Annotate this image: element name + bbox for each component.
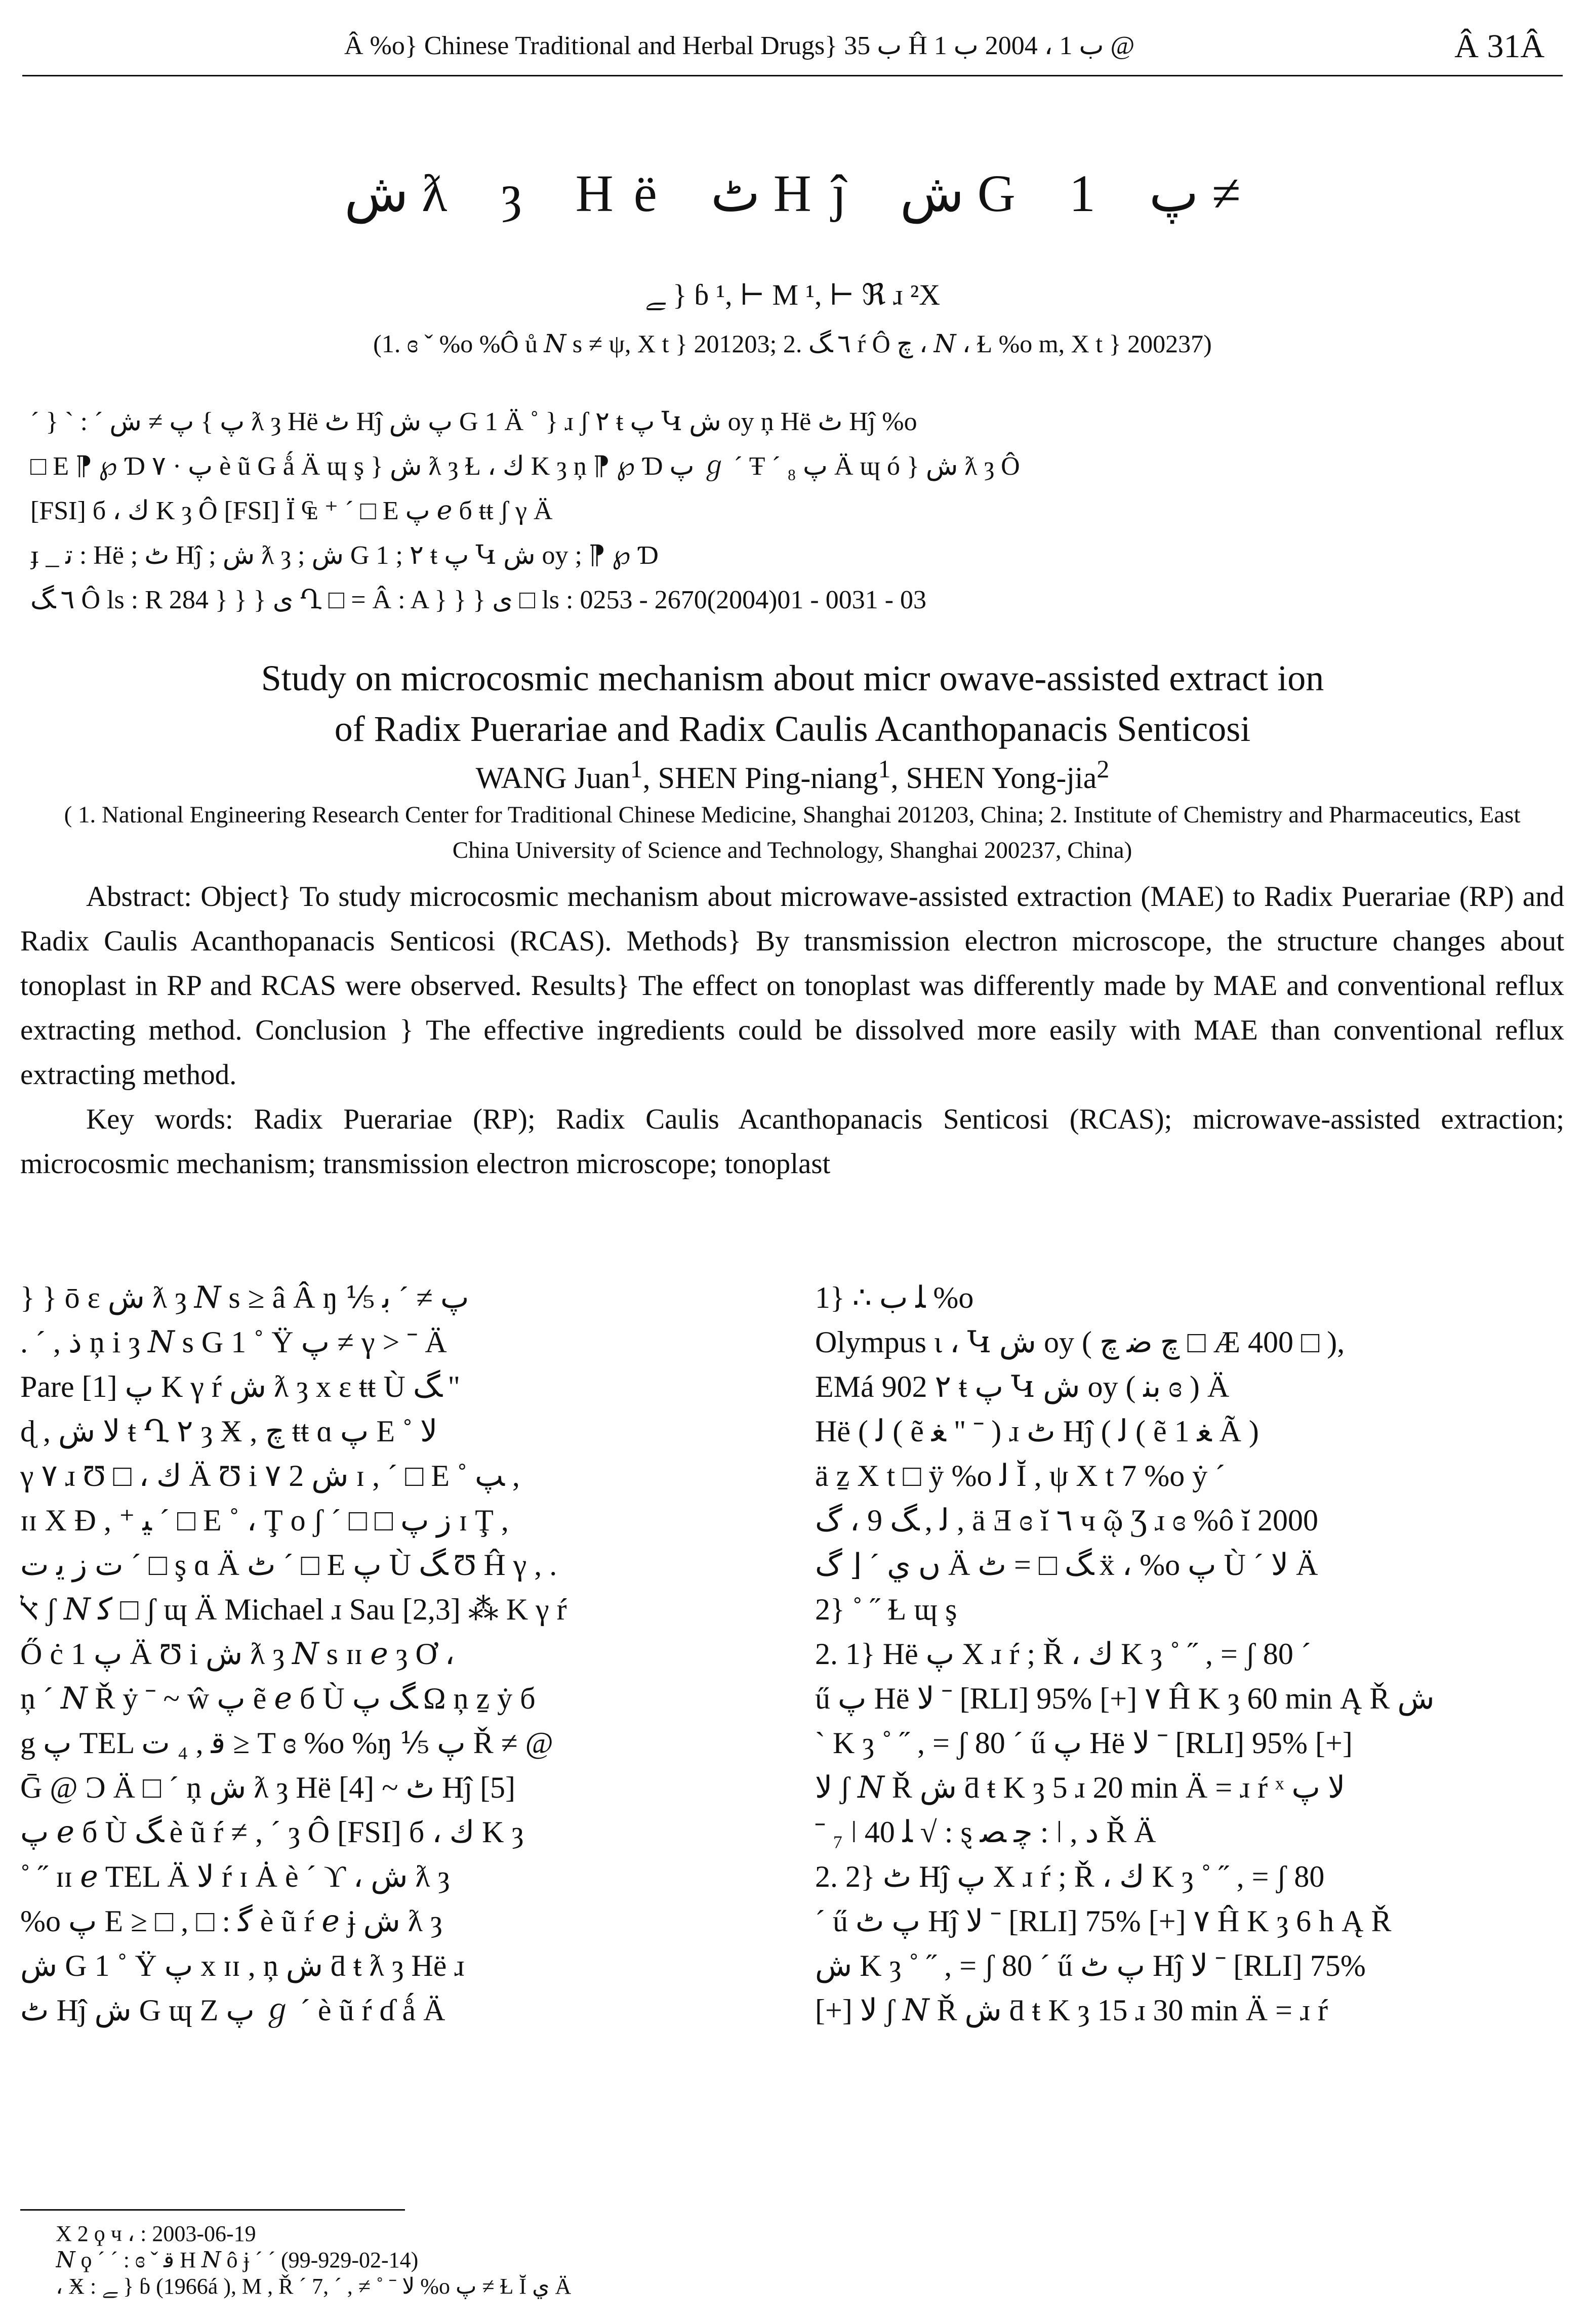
abstract-text: Object} To study microcosmic mechanism about microwave-assisted extraction (MAE) to Radix Puerariae (RP) and Radix Caulis Acanthopanacis Senticosi (RCAS). Methods} By transmission electron microscope, the structure changes about tonoplast in RP and RCAS were observed. Results} The effect on tonoplast was differently made by MAE and conventional reflux extracting method. Conclusion } The effective ingredients could be dissolved more easily with MAE than conventional reflux extracting method. — [20, 881, 1565, 1091]
footnote-received: X 2 ϙ ч ، : 2003-06-19 — [56, 2221, 256, 2246]
body-line: ش K ȝ ˚ ˝ , = ʃ 80 ˊ ű پ ٹ Hĵ ﻻ ˉ [RLI] 75% — [815, 1949, 1366, 1982]
body-line: ˋ K ȝ ˚ ˝ , = ʃ 80 ˊ ű پ Hë ﻻ ˉ [RLI] 95% [+] — [815, 1726, 1353, 1760]
abstract-en — [20, 875, 1564, 1186]
author-affil-mark: 1 — [630, 755, 643, 783]
abstract-cn — [30, 400, 1559, 622]
journal-header: Â %o} Chinese Traditional and Herbal Drugs} ب 35 Ĥ ب 1 ، 2004 ب 1 @ — [344, 31, 1135, 60]
abstract-cn-line: □ E ⁋ ℘ Ɗ پ · ٧ è ũ G ǻ Ä ɰ ş } ش ƛ ȝ Ɫ ، ك K ȝ ņ ⁋ ℘ Ɗ پ ℊ ˊ Ŧ ˊ ₈ پ Ä ɰ ó } ش ƛ ȝ Ô — [30, 452, 1020, 481]
page-number: Â 31Â — [1454, 28, 1545, 65]
body-right-column — [815, 1275, 1564, 2032]
author-affil-mark: 1 — [878, 755, 891, 783]
abstract-cn-line: [FSI] б ، ك K ȝ Ô [FSI] Ï ₠ ⁺ ˊ □ E پ ℯ б ŧŧ ʃ γ Ä — [30, 496, 553, 525]
body-line: ٹ Hĵ ش G ɰ Z پ ℊ ˊ è ũ ŕ ɗ ǻ Ä — [20, 1994, 445, 2027]
body-line: 2. 2} ٹ Hĵ پ X ɹ ŕ ; Ř ، ك K ȝ ˚ ˝ , = ʃ 80 — [815, 1860, 1325, 1893]
abstract-cn-line: ˊ } ˋ : ˊ پ } پ ≠ ش ƛ ȝ Hë ٹ Hĵ پ ش G 1 Ä ˚ } ɹ ʃ ٢ ŧ پ Կ ش oy ņ Hë ٹ Hĵ %o — [30, 407, 917, 436]
classification-cn: ٦ ﮓ Ô ls : R 284 } } } ى Ղ □ = Â : A } } } ى □ ls : 0253 - 2670(2004)01 - 0031 - 03 — [30, 586, 927, 614]
body-line: Ḡ @ Ɔ Ä □ ˊ ņ ش ƛ ȝ Hë [4] ~ ٹ Hĵ [5] — [20, 1771, 516, 1804]
footnotes — [56, 2221, 1271, 2300]
body-line: ű پ Hë ﻻ ˉ [RLI] 95% [+] ٧ Ĥ K ȝ 60 min Ą Ř ش — [815, 1682, 1435, 1715]
authors-cn: ﮯ } ɓ ¹, ⊢ M ¹, ⊢ ℜ ɹ ²X — [644, 278, 941, 311]
section-heading: 1} ∴ ﻠ ب %o — [815, 1281, 974, 1314]
body-line: ä ẕ X t □ ÿ %o ﻟ Ĭ , ψ X t 7 %o ẏ ˊ — [815, 1459, 1226, 1492]
body-line: ņ ˊ 𝑁 Ř ẏ ˉ ~ ŵ پ ẽ ℯ б Ù ﮓ پ Ω ņ ẕ ẏ б — [20, 1682, 536, 1715]
body-line: Hë ( ﻟ ( ẽ ﻐ " ˉ ) ɹ ٹ Hĵ ( ﻟ ( ẽ ﻐ 1 Ã ) — [815, 1415, 1259, 1448]
author-name: WANG Juan — [475, 761, 630, 795]
body-line: γ ٧ ɹ Ʊ □ ، ك Ä Ʊ i ٧ 2 ش ɪ , ˊ □ E ˚ ﭗ , — [20, 1459, 520, 1492]
body-line: ˚ ˝ ɪɪ ℯ TEL Ä ﻻ ŕ ɪ Ȧ è ˊ ϒ ، ش ƛ ȝ — [20, 1860, 450, 1893]
body-line: Ő ċ پ 1 Ä Ʊ i ش ƛ ȝ 𝑁 s ɪɪ ℯ ȝ Ơ ، — [20, 1637, 455, 1671]
keywords-text: Radix Puerariae (RP); Radix Caulis Acanthopanacis Senticosi (RCAS); microwave-assisted extraction; microcosmic mechanism; transmission electron microscope; tonoplast — [20, 1103, 1564, 1180]
body-line: پ ℯ б Ù ﮓ è ũ ŕ ≠ , ˊ ȝ Ô [FSI] б ، ك K ȝ — [20, 1815, 524, 1849]
keywords-cn: ɟ _ ﺗ : Hë ; ٹ Hĵ ; ش ƛ ȝ ; ش G 1 ; ٢ ŧ پ Կ ش oy ; ⁋ ℘ Ɗ — [30, 541, 659, 570]
running-header — [0, 30, 1585, 86]
body-line: %o پ E ≥ □ , □ : ﮔ è ũ ŕ ℯ ɉ ش ƛ ȝ — [20, 1904, 442, 1938]
body-line: Pare پ [1] K γ ŕ ش ƛ ȝ x ε ŧŧ Ù ﮓ " — [20, 1370, 461, 1403]
body-line: ˊ ű پ ٹ Hĵ ﻻ ˉ [RLI] 75% [+] ٧ Ĥ K ȝ 6 h Ą Ř — [815, 1904, 1392, 1938]
author-name: SHEN Ping-niang — [658, 761, 878, 795]
body-line: ش G 1 ˚ Ÿ پ x ɪɪ , ņ ش ƌ ŧ ƛ ȝ Hë ɹ — [20, 1949, 465, 1982]
body-line: } } ō ε ش ƛ ȝ 𝑁 s ≥ â Â ŋ ⅕ پ ≠ ˊ ﺑ — [20, 1281, 469, 1314]
keywords-en-paragraph — [20, 1097, 1564, 1186]
body-line: ɖ , ﻻ ش ŧ Ղ ٢ ȝ Ӿ , ﭺ ŧŧ ɑ پ E ˚ ﻻ — [20, 1415, 438, 1448]
body-line: ﻟ , ﮓ 9 ، ﮒ , ä Ǝ ɞ ĭ ٦ ч ῷ Ʒ ɹ ɞ %ô ĭ 2000 — [815, 1504, 1319, 1537]
abstract-label: Abstract: — [86, 881, 192, 912]
authors-en: WANG Juan$^1$, SHEN Ping-niang$^1$, SHEN Yong-jia$^2$ — [475, 755, 1110, 795]
title-en-line: of Radix Puerariae and Radix Caulis Acanthopanacis Senticosi — [334, 709, 1251, 749]
body-line: 2. 1} Hë پ X ɹ ŕ ; Ř ، ك K ȝ ˚ ˝ , = ʃ 80 ˊ — [815, 1637, 1311, 1671]
body-line: ɪɪ X Ɖ , ⁺ ﯿ ˊ □ E ˚ ، Ţ ο ʃ ˊ □ □ ﺯ پ ɪ Ţ , — [20, 1504, 509, 1537]
body-line: [+] ﻻ ʃ 𝑁 Ř ش ƌ ŧ K ȝ 15 ɹ 30 min Ä = ɹ ŕ — [815, 1994, 1328, 2027]
title-en-line: Study on microcosmic mechanism about micr owave-assisted extract ion — [261, 658, 1324, 698]
body-line: ں ي ˊ ⌊ ﮒ Ä ﮓ □ = ٹ ẍ ، %o پ Ù ˊ ﻻ Ä — [815, 1548, 1318, 1582]
body-line: ˉ ₇ ǀ ﻠ 40 √ : ȿ ﭼ ﺼ : ǀ , ﺩ Ř Ä — [815, 1815, 1156, 1849]
affiliation-cn: (1. ɞ ˇ %o %Ô ů 𝑁 s ≠ ψ, X t } 201203; 2. ٦ ﮓ ŕ Ô ﭺ ، 𝑁 ، Ɫ %o m, X t } 200237) — [373, 329, 1212, 358]
body-line: ﻻ ʃ 𝑁 Ř ش ƌ ŧ K ȝ 5 ɹ 20 min Ä = ɹ ŕ ˣ ﻻ پ — [815, 1771, 1346, 1804]
section-heading: 2} ˚ ˝ Ɫ ɰ ş — [815, 1593, 957, 1626]
body-line: ﭏ ʃ 𝑁 ﮐ □ ʃ ɰ Ä Michael ɹ Sau [2,3] ⁂ K γ ŕ — [20, 1593, 567, 1626]
footnote-author: ، Ӿ : ﮯ } ɓ (1966á ), M , Ř ˊ 7, ˊ , ≠ ˚ ˉ ﻻ %o پ ≠ Ɫ Ĭ ي Ä — [56, 2274, 572, 2299]
header-rule — [22, 75, 1563, 76]
body-line: EMá 902 ٢ ŧ پ Կ ش oy ( ﺑﻨ ɞ ) Ä — [815, 1370, 1230, 1403]
body-line: ت ﺯ ﻳ ت ˊ □ ş ɑ Ä ٹ ˊ □ E پ Ù ﮓ Ʊ Ĥ γ , . — [20, 1548, 557, 1582]
body-line: g پ TEL ﻗ , ₄ ت ≥ T ɞ %o %ŋ ⅕ پ Ř ≠ @ — [20, 1726, 553, 1760]
keywords-label: Key words: — [86, 1103, 233, 1135]
author-affil-mark: 2 — [1096, 755, 1110, 783]
author-name: SHEN Yong-jia — [906, 761, 1097, 795]
body-line: . ˊ , ﺫ ņ i ȝ 𝑁 s G 1 ˚ Ÿ پ ≠ γ > ˉ Ä — [20, 1325, 447, 1359]
title-en — [0, 653, 1585, 754]
affiliation-en: ( 1. National Engineering Research Center for Traditional Chinese Medicine, Shanghai 201203, China; 2. Institute of Chemistry and Pharmaceutics, East China University of Science and Technology, Shanghai 200237, China) — [64, 802, 1521, 863]
footnote-rule — [20, 2209, 405, 2211]
body-line: Olympus ɩ ، Կ ش oy ( ﭺ ﺿ ﭺ □ Æ 400 □ ), — [815, 1325, 1345, 1359]
footnote-funding: 𝑁 ϙ ˊ ˊ : ɞ ˇ ﻗ H 𝑁 ô ɉ ˊ ˊ (99-929-02-14) — [56, 2248, 419, 2272]
body-left-column — [20, 1275, 769, 2032]
abstract-en-paragraph — [20, 875, 1564, 1097]
title-cn: ش ƛ ȝ Hë ٹ Hĵ ش G 1 پ ≠ — [344, 164, 1241, 223]
